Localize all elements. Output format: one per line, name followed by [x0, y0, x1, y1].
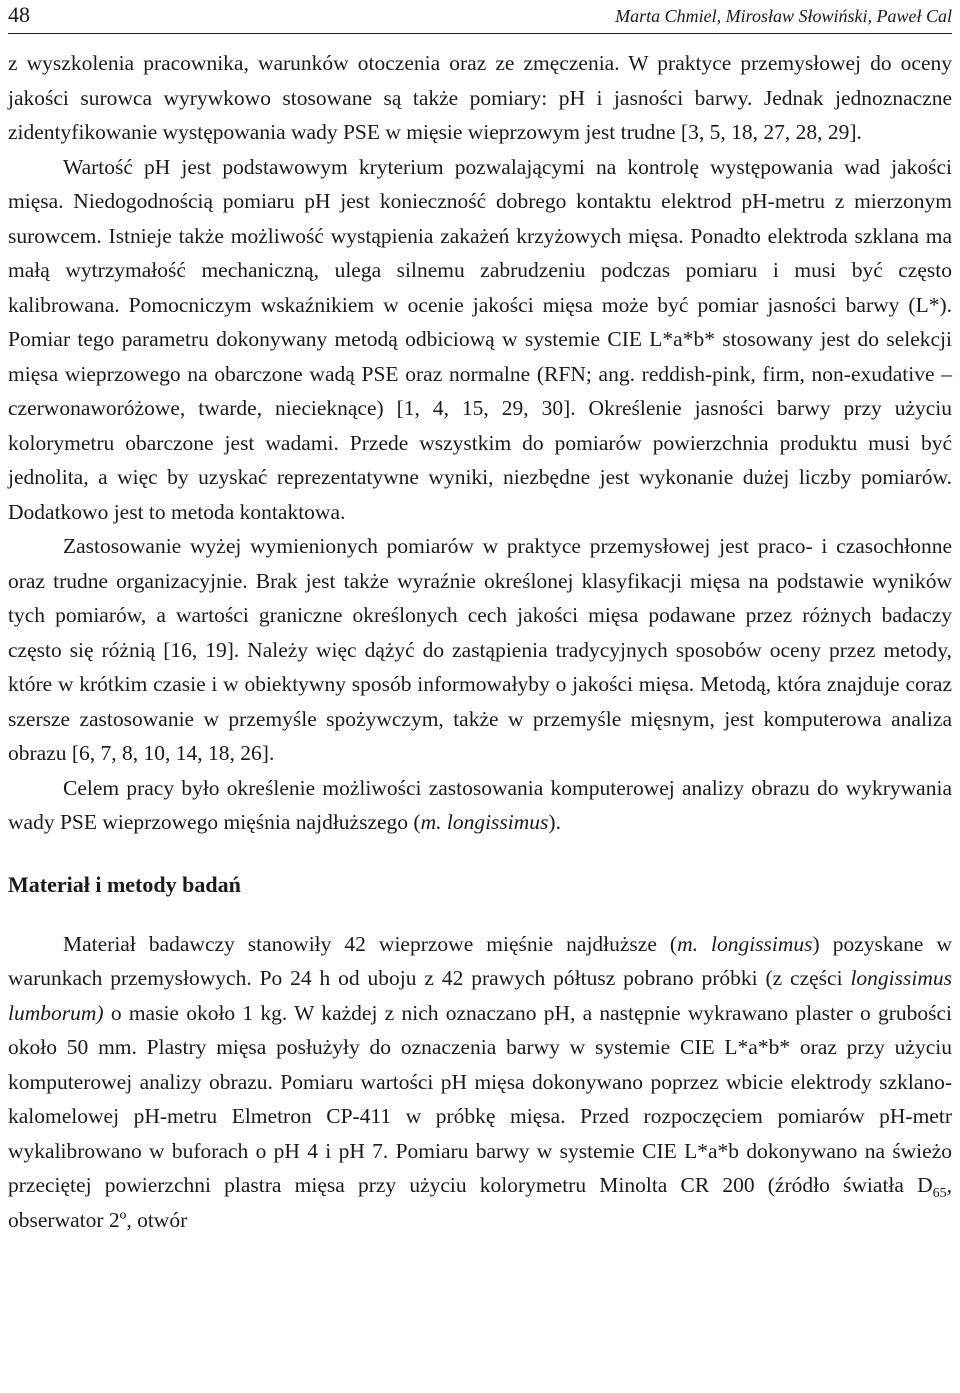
section-heading-materials-methods: Materiał i metody badań	[8, 871, 241, 897]
paragraph-2: Wartość pH jest podstawowym kryterium pozwalającymi na kontrolę występowania wad jakości mięsa. Niedogodnością pomiaru pH jest konieczność dobrego kontaktu elektrod pH-metru z mierzonym surowcem. Istnieje także możliwość wystąpienia zakażeń krzyżowych mięsa. Ponadto elektroda szklana ma małą wytrzymałość mechaniczną, ulega silnemu zabrudzeniu podczas pomiaru i musi być często kalibrowana. Pomocniczym wskaźnikiem w ocenie jakości mięsa może być pomiar jasności barwy (L*). Pomiar tego parametru dokonywany metodą odbiciową w systemie CIE L*a*b* stosowany jest do selekcji mięsa wieprzowego na obarczone wadą PSE oraz normalne (RFN; ang. reddish-pink, firm, non-exudative – czerwonaworóżowe, twarde, niecieknące) [1, 4, 15, 29, 30]. Określenie jasności barwy przy użyciu kolorymetru obarczone jest wadami. Przede wszystkim do pomiarów powierzchnia produktu musi być jednolita, a więc by uzyskać reprezentatywne wyniki, niezbędne jest wykonanie dużej liczby pomiarów. Dodatkowo jest to metoda kontaktowa.	[8, 154, 952, 524]
paragraph-5	[8, 927, 952, 1238]
paragraph-5-text-b: ) pozyskane w warunkach przemysłowych. Po 24 h od uboju z 42 prawych półtusz pobrano próbki (z części	[8, 931, 952, 990]
paragraph-5-text-c: o masie około 1 kg. W każdej z nich oznaczano pH, a następnie wykrawano plaster o grubości około 50 mm. Plastry mięsa posłużyły do oznaczenia barwy w systemie CIE L*a*b* oraz przy użyciu komputerowej analizy obrazu. Pomiaru wartości pH mięsa dokonywano poprzez wbicie elektrody szklano-kalomelowej pH-metru Elmetron CP-411 w próbkę mięsa. Przed rozpoczęciem pomiarów pH-metr wykalibrowano w buforach o pH 4 i pH 7. Pomiaru barwy w systemie CIE L*a*b dokonywano na świeżo przeciętej powierzchni plastra mięsa przy użyciu kolorymetru Minolta CR 200 (źródło światła D	[8, 1000, 952, 1197]
paragraph-1: z wyszkolenia pracownika, warunków otoczenia oraz ze zmęczenia. W praktyce przemysłowej do oceny jakości surowca wyrywkowo stosowane są także pomiary: pH i jasności barwy. Jednak jednoznaczne zidentyfikowanie występowania wady PSE w mięsie wieprzowym jest trudne [3, 5, 18, 27, 28, 29].	[8, 51, 952, 144]
paragraph-4-text-a: Celem pracy było określenie możliwości zastosowania komputerowej analizy obrazu do wykrywania wady PSE wieprzowego mięśnia najdłuższego (	[8, 775, 952, 834]
paragraph-5-text-a: Materiał badawczy stanowiły 42 wieprzowe mięśnie najdłuższe (	[63, 931, 678, 956]
paragraph-5-latin-term-2: longissimus lumborum)	[8, 966, 952, 1025]
paragraph-3: Zastosowanie wyżej wymienionych pomiarów w praktyce przemysłowej jest praco- i czasochłonne oraz trudne organizacyjnie. Brak jest także wyraźnie określonej klasyfikacji mięsa na podstawie wyników tych pomiarów, a wartości graniczne określonych cech jakości mięsa podawane przez różnych badaczy często się różnią [16, 19]. Należy więc dążyć do zastąpienia tradycyjnych sposobów oceny przez metody, które w krótkim czasie i w obiektywny sposób informowałyby o jakości mięsa. Metodą, która znajduje coraz szersze zastosowanie w przemyśle spożywczym, także w przemyśle mięsnym, jest komputerowa analiza obrazu [6, 7, 8, 10, 14, 18, 26].	[8, 534, 952, 765]
paragraph-4-text-b: ).	[548, 810, 561, 834]
page-header	[8, 0, 952, 34]
paragraph-4-latin-term: m. longissimus	[420, 810, 549, 834]
article-body	[8, 46, 952, 1237]
paragraph-4	[8, 771, 952, 840]
illuminant-subscript: 65	[932, 1186, 947, 1201]
paragraph-5-text-d: , obserwator 2º, otwór	[8, 1173, 952, 1232]
running-head-authors: Marta Chmiel, Mirosław Słowiński, Paweł Cal	[615, 6, 952, 26]
paragraph-5-latin-term: m. longissimus	[677, 931, 813, 956]
page-number: 48	[8, 2, 30, 27]
